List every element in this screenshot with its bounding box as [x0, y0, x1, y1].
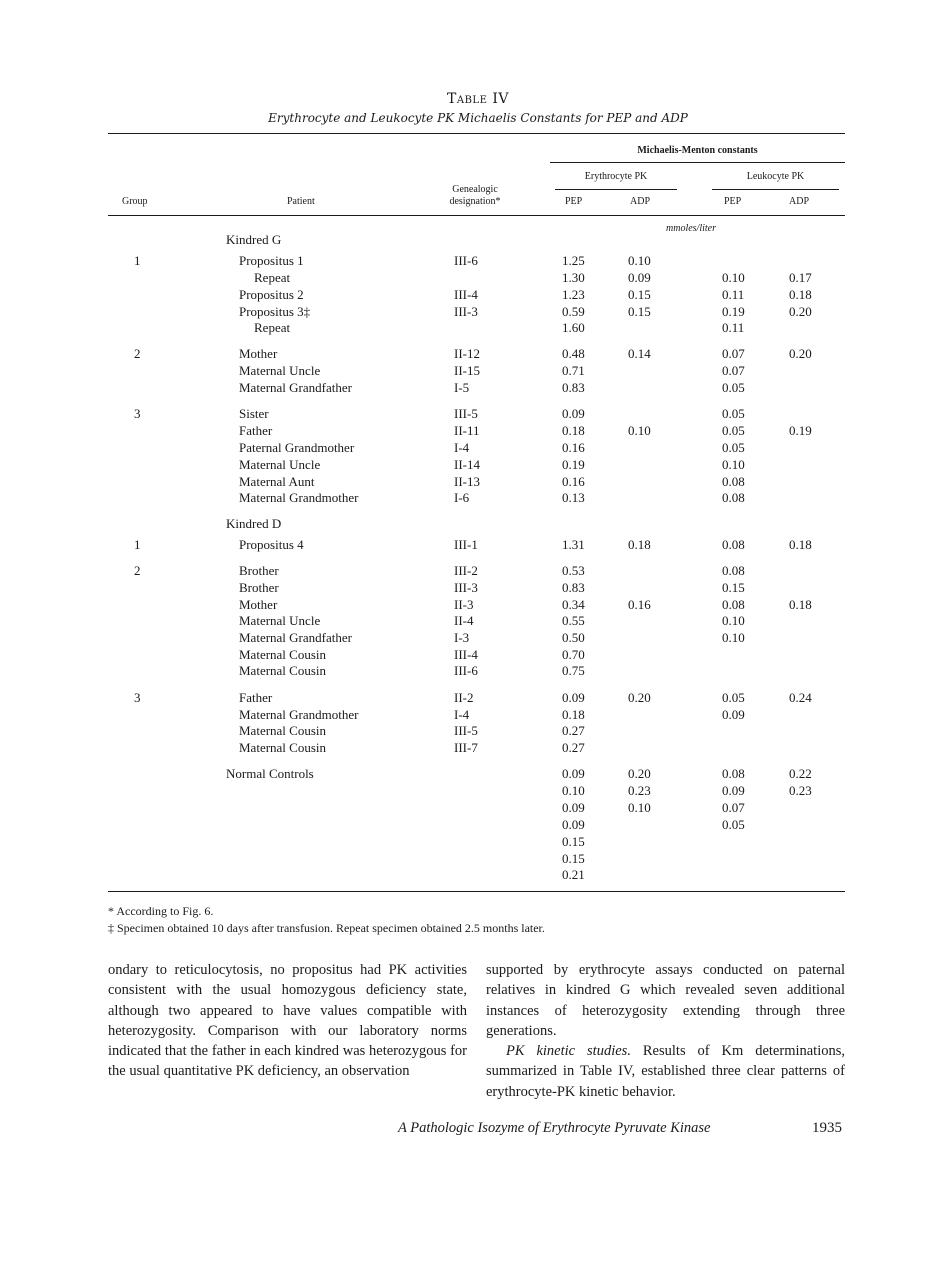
designation-cell: I-3	[454, 630, 470, 645]
designation-cell: III-6	[454, 253, 478, 268]
erythrocyte-rule	[555, 189, 677, 190]
header-e-adp: ADP	[630, 196, 651, 207]
patient-cell: Repeat	[254, 320, 291, 335]
body-left-paragraph: ondary to reticulocytosis, no propositus had PK activities consistent with the usual homozygous deficiency state, although two appeared to have values compatible with heterozygosity. Comparison with our laboratory norms indicated that the father in each kindred was heterozygous for the usual quantitative PK deficiency, an observation	[108, 962, 467, 1080]
designation-cell: III-6	[454, 663, 478, 678]
kinetic-studies-heading: PK kinetic studies.	[506, 1043, 631, 1060]
erythrocyte-pep-cell: 0.71	[562, 363, 585, 378]
designation-cell: II-11	[454, 423, 480, 438]
designation-cell: III-7	[454, 740, 478, 755]
leukocyte-adp-cell: 0.17	[789, 270, 812, 285]
leukocyte-adp-cell: 0.18	[789, 287, 812, 302]
erythrocyte-pep-cell: 0.48	[562, 346, 585, 361]
erythrocyte-pep-cell: 0.27	[562, 740, 585, 755]
erythrocyte-adp-cell: 0.09	[628, 270, 651, 285]
leukocyte-adp-cell: 0.20	[789, 346, 812, 361]
body-right-paragraph-2	[486, 1041, 845, 1102]
header-leukocyte: Leukocyte PK	[746, 171, 805, 182]
header-e-pep: PEP	[565, 196, 583, 207]
leukocyte-pep-cell: 0.08	[722, 537, 745, 552]
top-rule	[108, 133, 845, 134]
erythrocyte-adp-cell: 0.10	[628, 423, 651, 438]
leukocyte-pep-cell: 0.09	[722, 783, 745, 798]
patient-cell: Propositus 2	[239, 287, 304, 302]
erythrocyte-adp-cell: 0.15	[628, 304, 651, 319]
erythrocyte-pep-cell: 0.70	[562, 647, 585, 662]
erythrocyte-pep-cell: 0.53	[562, 563, 585, 578]
patient-cell: Mother	[239, 597, 278, 612]
header-group: Group	[122, 196, 148, 207]
erythrocyte-adp-cell: 0.18	[628, 537, 651, 552]
constants-rule	[550, 162, 845, 163]
designation-cell: III-3	[454, 304, 478, 319]
leukocyte-adp-cell: 0.24	[789, 690, 812, 705]
designation-cell: I-4	[454, 440, 470, 455]
erythrocyte-adp-cell: 0.20	[628, 766, 651, 781]
patient-cell: Maternal Aunt	[239, 474, 315, 489]
leukocyte-pep-cell: 0.10	[722, 457, 745, 472]
patient-cell: Maternal Grandmother	[239, 490, 359, 505]
header-patient: Patient	[287, 196, 315, 207]
leukocyte-pep-cell: 0.19	[722, 304, 745, 319]
leukocyte-pep-cell: 0.10	[722, 270, 745, 285]
leukocyte-pep-cell: 0.08	[722, 597, 745, 612]
patient-cell: Brother	[239, 563, 279, 578]
leukocyte-pep-cell: 0.05	[722, 690, 745, 705]
erythrocyte-pep-cell: 0.50	[562, 630, 585, 645]
group-cell: 3	[134, 406, 141, 421]
header-unit: mmoles/liter	[666, 223, 716, 234]
group-cell: 3	[134, 690, 141, 705]
erythrocyte-pep-cell: 0.75	[562, 663, 585, 678]
patient-cell: Paternal Grandmother	[239, 440, 355, 455]
leukocyte-adp-cell: 0.22	[789, 766, 812, 781]
leukocyte-adp-cell: 0.18	[789, 597, 812, 612]
erythrocyte-adp-cell: 0.23	[628, 783, 651, 798]
erythrocyte-adp-cell: 0.14	[628, 346, 651, 361]
leukocyte-adp-cell: 0.19	[789, 423, 812, 438]
leukocyte-pep-cell: 0.05	[722, 423, 745, 438]
header-constants: Michaelis-Menton constants	[637, 145, 758, 156]
leukocyte-pep-cell: 0.11	[722, 287, 745, 302]
leukocyte-pep-cell: 0.05	[722, 440, 745, 455]
erythrocyte-pep-cell: 0.09	[562, 800, 585, 815]
patient-cell: Maternal Uncle	[239, 457, 321, 472]
designation-cell: III-1	[454, 537, 478, 552]
designation-cell: II-4	[454, 613, 474, 628]
erythrocyte-pep-cell: 0.09	[562, 766, 585, 781]
leukocyte-pep-cell: 0.08	[722, 766, 745, 781]
erythrocyte-pep-cell: 0.10	[562, 783, 585, 798]
erythrocyte-pep-cell: 0.34	[562, 597, 585, 612]
erythrocyte-pep-cell: 0.16	[562, 474, 585, 489]
group-cell: 2	[134, 563, 141, 578]
patient-cell: Maternal Cousin	[239, 647, 327, 662]
group-cell: 1	[134, 537, 141, 552]
designation-cell: I-6	[454, 490, 470, 505]
running-head: A Pathologic Isozyme of Erythrocyte Pyruvate Kinase	[398, 1120, 711, 1136]
designation-cell: II-14	[454, 457, 480, 472]
erythrocyte-pep-cell: 0.09	[562, 406, 585, 421]
group-cell: 2	[134, 346, 141, 361]
designation-cell: II-3	[454, 597, 474, 612]
patient-cell: Maternal Uncle	[239, 363, 321, 378]
patient-cell: Mother	[239, 346, 278, 361]
patient-cell: Propositus 3‡	[239, 304, 311, 319]
footnote-2: ‡ Specimen obtained 10 days after transfusion. Repeat specimen obtained 2.5 months later.	[108, 921, 545, 935]
erythrocyte-pep-cell: 1.25	[562, 253, 585, 268]
erythrocyte-pep-cell: 0.09	[562, 817, 585, 832]
erythrocyte-pep-cell: 0.27	[562, 723, 585, 738]
erythrocyte-pep-cell: 0.59	[562, 304, 585, 319]
leukocyte-rule	[712, 189, 839, 190]
erythrocyte-pep-cell: 1.23	[562, 287, 585, 302]
patient-cell: Maternal Grandfather	[239, 380, 352, 395]
table-subtitle: Erythrocyte and Leukocyte PK Michaelis Constants for PEP and ADP	[268, 111, 688, 125]
designation-cell: III-4	[454, 287, 478, 302]
designation-cell: III-4	[454, 647, 478, 662]
group-cell: 1	[134, 253, 141, 268]
patient-cell: Father	[239, 690, 273, 705]
designation-cell: III-3	[454, 580, 478, 595]
erythrocyte-pep-cell: 1.30	[562, 270, 585, 285]
erythrocyte-pep-cell: 0.18	[562, 707, 585, 722]
patient-cell: Propositus 1	[239, 253, 304, 268]
patient-cell: Propositus 4	[239, 537, 304, 552]
designation-cell: III-5	[454, 406, 478, 421]
designation-cell: III-2	[454, 563, 478, 578]
designation-cell: II-2	[454, 690, 474, 705]
erythrocyte-pep-cell: 0.83	[562, 580, 585, 595]
patient-cell: Maternal Uncle	[239, 613, 321, 628]
erythrocyte-adp-cell: 0.15	[628, 287, 651, 302]
header-l-pep: PEP	[724, 196, 742, 207]
leukocyte-pep-cell: 0.05	[722, 380, 745, 395]
erythrocyte-pep-cell: 1.60	[562, 320, 585, 335]
footnote-1: * According to Fig. 6.	[108, 904, 214, 918]
designation-cell: II-12	[454, 346, 480, 361]
leukocyte-pep-cell: 0.09	[722, 707, 745, 722]
erythrocyte-pep-cell: 0.15	[562, 834, 585, 849]
page-number: 1935	[812, 1120, 842, 1136]
table-title	[0, 91, 936, 107]
section-kindred-d: Kindred D	[226, 516, 282, 531]
header-designation: designation*	[449, 196, 501, 207]
patient-cell: Brother	[239, 580, 279, 595]
erythrocyte-pep-cell: 0.21	[562, 867, 585, 882]
leukocyte-adp-cell: 0.20	[789, 304, 812, 319]
leukocyte-pep-cell: 0.05	[722, 406, 745, 421]
leukocyte-pep-cell: 0.08	[722, 490, 745, 505]
leukocyte-pep-cell: 0.07	[722, 363, 745, 378]
erythrocyte-adp-cell: 0.16	[628, 597, 651, 612]
table-bottom-rule	[108, 891, 845, 892]
patient-cell: Maternal Cousin	[239, 663, 327, 678]
leukocyte-adp-cell: 0.18	[789, 537, 812, 552]
leukocyte-pep-cell: 0.15	[722, 580, 745, 595]
designation-cell: I-4	[454, 707, 470, 722]
section-normal-controls: Normal Controls	[226, 766, 314, 781]
patient-cell: Repeat	[254, 270, 291, 285]
header-bottom-rule	[108, 215, 845, 216]
leukocyte-pep-cell: 0.07	[722, 346, 745, 361]
leukocyte-pep-cell: 0.10	[722, 613, 745, 628]
erythrocyte-adp-cell: 0.10	[628, 800, 651, 815]
erythrocyte-adp-cell: 0.10	[628, 253, 651, 268]
patient-cell: Father	[239, 423, 273, 438]
erythrocyte-pep-cell: 0.16	[562, 440, 585, 455]
erythrocyte-pep-cell: 0.83	[562, 380, 585, 395]
body-left-column	[108, 960, 467, 1082]
designation-cell: II-15	[454, 363, 480, 378]
body-right-paragraph-1: supported by erythrocyte assays conducted on paternal relatives in kindred G which revealed seven additional instances of heterozygosity extending through three generations.	[486, 962, 845, 1039]
header-l-adp: ADP	[789, 196, 810, 207]
erythrocyte-pep-cell: 0.15	[562, 851, 585, 866]
patient-cell: Maternal Grandmother	[239, 707, 359, 722]
patient-cell: Maternal Cousin	[239, 740, 327, 755]
body-right-column	[486, 960, 845, 1102]
erythrocyte-pep-cell: 0.09	[562, 690, 585, 705]
kinetic-studies-text: Results of Km determinations, summarized in Table IV, established three clear patterns of erythrocyte-PK kinetic behavior.	[486, 1043, 846, 1100]
designation-cell: I-5	[454, 380, 470, 395]
leukocyte-pep-cell: 0.07	[722, 800, 745, 815]
patient-cell: Sister	[239, 406, 269, 421]
table-title-label: Table IV	[447, 91, 509, 107]
leukocyte-pep-cell: 0.08	[722, 563, 745, 578]
header-genealogic: Genealogic	[452, 184, 498, 195]
leukocyte-adp-cell: 0.23	[789, 783, 812, 798]
patient-cell: Maternal Grandfather	[239, 630, 352, 645]
leukocyte-pep-cell: 0.05	[722, 817, 745, 832]
leukocyte-pep-cell: 0.10	[722, 630, 745, 645]
erythrocyte-adp-cell: 0.20	[628, 690, 651, 705]
erythrocyte-pep-cell: 0.55	[562, 613, 585, 628]
designation-cell: III-5	[454, 723, 478, 738]
leukocyte-pep-cell: 0.08	[722, 474, 745, 489]
leukocyte-pep-cell: 0.11	[722, 320, 745, 335]
erythrocyte-pep-cell: 1.31	[562, 537, 585, 552]
erythrocyte-pep-cell: 0.19	[562, 457, 585, 472]
header-erythrocyte: Erythrocyte PK	[584, 171, 648, 182]
erythrocyte-pep-cell: 0.18	[562, 423, 585, 438]
erythrocyte-pep-cell: 0.13	[562, 490, 585, 505]
section-kindred-g: Kindred G	[226, 232, 282, 247]
designation-cell: II-13	[454, 474, 480, 489]
patient-cell: Maternal Cousin	[239, 723, 327, 738]
